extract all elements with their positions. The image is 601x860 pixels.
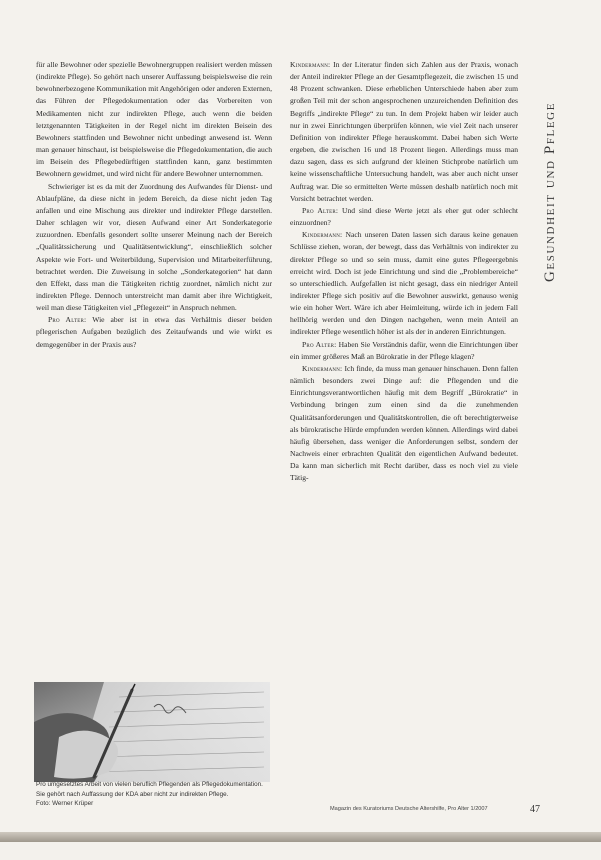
answer-paragraph-5: [290, 363, 518, 485]
question-text: Wie aber ist in etwa das Verhältnis dieser beiden pflegerischen Aufgaben bezüglich des Zeitaufwands und wie wirkt es demgegenüber in der Praxis aus?: [36, 315, 272, 349]
footer-publication: Magazin des Kuratoriums Deutsche Altershilfe, Pro Alter 1/2007: [330, 806, 488, 812]
left-paragraph-3: [36, 314, 272, 350]
question-paragraph-2: [290, 205, 518, 229]
answer-text: Ich finde, da muss man genauer hinschauen. Denn fallen nämlich besonders zwei Dinge auf: die Pflegenden und die Einrichtungsverantwortlichen häufig mit dem Begriff „Bürokratie“ in Verbindung bringen zum einen sind da die zunehmenden Qualitätsanforderungen und Qualitätskontrollen, die oft berechtigterweise als bürokratische Hürde empfunden werden können. Allerdings wird dabei häufig übersehen, dass weniger die Anforderungen selbst, sondern der Nachweis einer erbrachten Qualität den eigentlichen Aufwand bedeutet. Da kann man sicherlich mit Recht darüber, dass es noch viel zu viele Tätig-: [290, 363, 518, 483]
running-head-text: Gesundheit und Pflege: [542, 101, 558, 282]
left-column: [36, 59, 272, 351]
speaker-label: Pro Alter:: [48, 315, 87, 325]
speaker-label: Pro Alter:: [302, 339, 337, 349]
speaker-label: Pro Alter:: [302, 205, 339, 215]
photo-caption: [36, 780, 272, 809]
left-paragraph-2: Schwieriger ist es da mit der Zuordnung des Aufwandes für Dienst- und Ablaufpläne, da diese nicht in jedem Bereich, da diese nicht jeden Tag anfallen und eine Mischung aus direkter und indirekter Pflege darstellen. Daher schlagen wir vor, diesen Aufwand einer Art Sonderkategorie zuzuordnen. Ebenfalls gesondert sollte unserer Meinung nach der Bereich „Qualitätssicherung und Qualitätsentwicklung“, einschließlich solcher Aspekte wie Fort- und Weiterbildung, Supervision und Mitarbeiterführung, betrachtet werden. Die Zuweisung in solche „Sonderkategorien“ hat dann den Effekt, dass man die Tätigkeiten richtig zuordnet, nämlich nicht zur indirekten Pflege. Dennoch unterstreicht man damit aber ihre Wichtigkeit, weil man diese Tätigkeiten viel „Pflegezeit“ in Anspruch nehmen.: [36, 181, 272, 313]
speaker-label: Kindermann:: [302, 363, 343, 373]
caption-text: Pro umgesetztes Arbeit von vielen beruflich Pflegenden als Pflegedokumentation. Sie gehört nach Auffassung der KDA aber nicht zur indirekten Pflege.: [36, 781, 263, 798]
question-paragraph-4: [290, 339, 518, 363]
answer-text: Nach unseren Daten lassen sich daraus keine genauen Schlüsse ziehen, woran, der bewegt, dass das Verhältnis von indirekter zu direkter Pflege so und so sein muss, damit eine gutes Pflegeergebnis erreicht wird. Doch ist jede Einrichtung und sind die „Problembereiche“ so unterschiedlich. Aufgefallen ist nicht gesagt, dass ein niedriger Anteil indirekter Pflege sich positiv auf die Bewohner auswirkt, genauso wenig wie ein hoher Wert. Wäre ich aber Heimleitung, würde ich in jedem Fall hellhörig werden und den Dingen nachgehen, wenn mein Anteil an indirekter Pflege wesentlich höher ist als der in anderen Einrichtungen.: [290, 230, 518, 337]
right-column: [290, 59, 518, 484]
running-head: [527, 62, 557, 282]
page-edge-shadow: [0, 832, 601, 842]
left-paragraph-1: für alle Bewohner oder spezielle Bewohnergruppen realisiert werden müssen (indirekte Pflege). So gehört nach unserer Auffassung beispielsweise die rein bewohnerbezogene Kommunikation mit Angehörigen oder anderen Externen, das Führen der Pflegedokumentation oder das Vorbereiten von Medikamenten nicht zur indirekten Pflege, auch wenn die beiden letztgenannten Tätigkeiten in der Regel nicht im direkten Beisein des Bewohners stattfinden und Bewohner nicht unbedingt anwesend ist. Wenn man genauer hinschaut, ist beispielsweise die Pflegedokumentation, die auch im Beisein des Pflegebedürftigen stattfinden kann, ganz bestimmten Bewohnern gewidmet, und wird nicht für andere Bewohner unternommen.: [36, 60, 272, 179]
answer-paragraph-3: [290, 229, 518, 338]
photo-image: [34, 682, 270, 782]
question-text: Haben Sie Verständnis dafür, wenn die Einrichtungen über ein immer größeres Maß an Bürokratie in der Pflege klagen?: [290, 339, 519, 361]
speaker-label: Kindermann:: [302, 230, 343, 240]
speaker-label: Kindermann:: [290, 60, 331, 69]
answer-paragraph-1: [290, 59, 518, 205]
answer-text: In der Literatur finden sich Zahlen aus der Praxis, wonach der Anteil indirekter Pflege an der Gesamtpflegezeit, die zwischen 15 und 48 Prozent schwanken. Diese erheblichen Unterschiede haben aber zum großen Teil mit der schon angesprochenen unzureichenden Definition des Begriffs „indirekte Pflege“ zu tun. In dem Projekt haben wir leider auch nur in zwei Einrichtungen überprüfen können, wie viel Zeit nach unserer Definition von indirekter Pflege herauskommt. Dabei haben sich Werte ergeben, die zwischen 16 und 18 Prozent liegen. Allerdings muss man dazu sagen, dass es sich aufgrund der kleinen Stichprobe natürlich um keine wissenschaftliche Untersuchung handelt, was aber auch nicht unser Auftrag war. Die so ermittelten Werte müssen deshalb natürlich noch mit Vorsicht betrachtet werden.: [290, 60, 519, 203]
page-number: 47: [530, 804, 540, 815]
photo-credit: Foto: Werner Krüper: [36, 800, 94, 808]
question-text: Und sind diese Werte jetzt als eher gut oder schlecht einzuordnen?: [290, 205, 519, 228]
